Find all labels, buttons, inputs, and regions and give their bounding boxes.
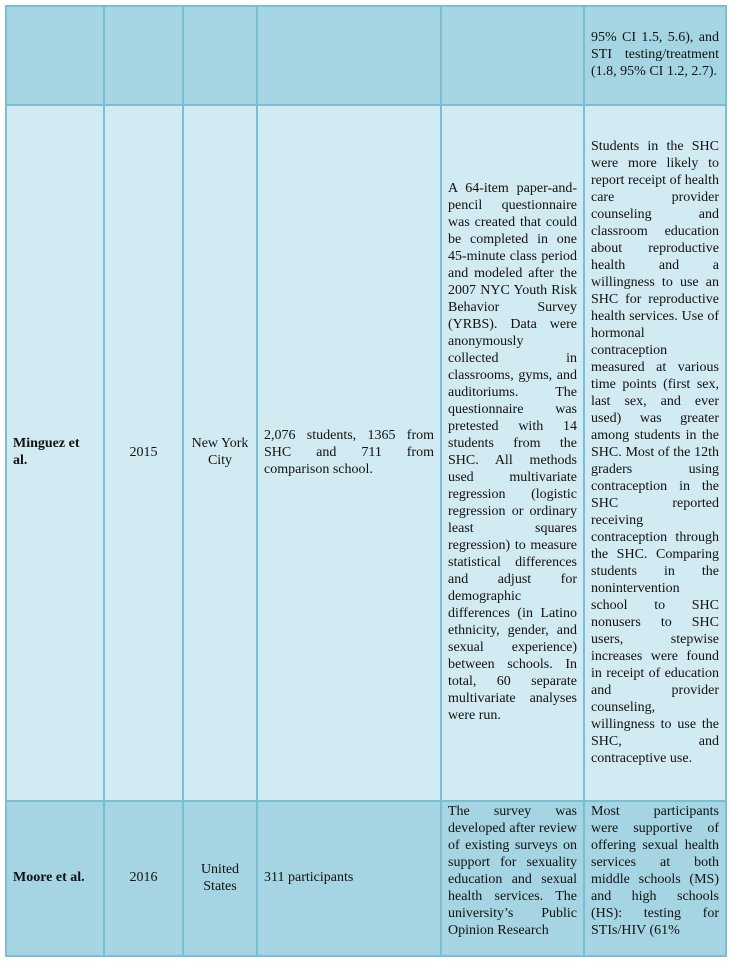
sample-cell xyxy=(257,6,441,105)
year-cell: 2016 xyxy=(104,801,183,956)
location-cell: United States xyxy=(183,801,257,956)
year-cell: 2015 xyxy=(104,105,183,801)
findings-text: Most participants were supportive of offering sexual health services at both middle schools (MS) and high schools (HS): testing for STIs/HIV (61% xyxy=(591,804,719,938)
location-cell: New York City xyxy=(183,105,257,801)
methods-cell xyxy=(441,6,584,105)
findings-cell: Students in the SHC were more likely to report receipt of health care provider counseling and classroom education about reproductive health and a willingness to use an SHC for reproductive health services. Use of hormonal contraception measured at various time points (first sex, last sex, and ever used) was greater among students in the SHC. Most of the 12th graders using contraception in the SHC reported receiving contraception through the SHC. Comparing students in the nonintervention school to SHC nonusers to SHC users, stepwise increases were found in receipt of education and provider counseling, willingness to use the SHC, and contraceptive use. xyxy=(584,105,726,801)
literature-review-table xyxy=(5,5,727,957)
methods-text: The survey was developed after review of existing surveys on support for sexuality education and sexual health services. The university’s Public Opinion Research xyxy=(448,804,577,938)
author-cell xyxy=(6,6,104,105)
author-cell: Moore et al. xyxy=(6,801,104,956)
findings-cell xyxy=(584,801,726,956)
table-row xyxy=(6,105,726,801)
findings-cell: 95% CI 1.5, 5.6), and STI testing/treatment (1.8, 95% CI 1.2, 2.7). xyxy=(584,6,726,105)
location-cell xyxy=(183,6,257,105)
table-row xyxy=(6,801,726,956)
methods-cell: A 64-item paper-and-pencil questionnaire was created that could be completed in one 45-minute class period and modeled after the 2007 NYC Youth Risk Behavior Survey (YRBS). Data were anonymously collected in classrooms, gyms, and auditoriums. The questionnaire was pretested with 14 students from the SHC. All methods used multivariate regression (logistic regression or ordinary least squares regression) to measure statistical differences and adjust for demographic differences (in Latino ethnicity, gender, and sexual experience) between schools. In total, 60 separate multivariate analyses were run. xyxy=(441,105,584,801)
table-row xyxy=(6,6,726,105)
year-cell xyxy=(104,6,183,105)
author-cell: Minguez et al. xyxy=(6,105,104,801)
sample-cell: 311 participants xyxy=(257,801,441,956)
methods-cell xyxy=(441,801,584,956)
sample-cell: 2,076 students, 1365 from SHC and 711 from comparison school. xyxy=(257,105,441,801)
